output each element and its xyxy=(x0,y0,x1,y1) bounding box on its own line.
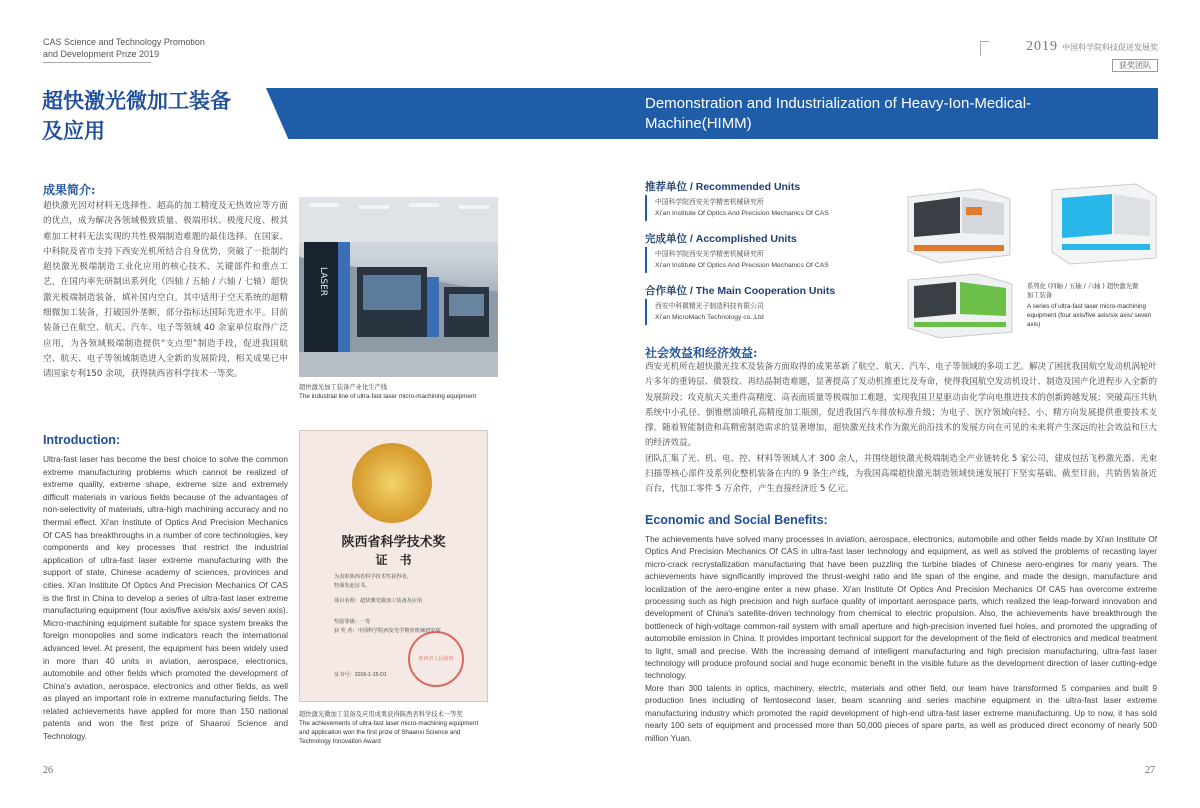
benefit-cn-text xyxy=(645,360,1157,498)
coop-cn: 西安中科微精光子制造科技有限公司 xyxy=(655,303,764,310)
benefit-heading-cn: 社会效益和经济效益: xyxy=(645,346,758,360)
line-caption-en: The industrial line of ultra-fast laser micro-machining equipment xyxy=(299,393,477,400)
accomplished-en: Xi’an Institute Of Optics And Precision Mechanics Of CAS xyxy=(655,262,829,269)
benefit-en-para2: More than 300 talents in optics, machinery, electric, materials and other field, our team have transformed 5 companies and built 9 production lines including of femtosecond laser, beam scanning and series machine equipment in the ultra-fast laser extreme manufacturing industry which promoted the rapid development of high-end ultra-fast laser extreme manufacturing. Up to now, it has sold nearly 100 sets of equipment and processed more than 50,000 pieces of spare parts, as well as produced direct economy of nearly 500 million Yuan. xyxy=(645,682,1157,743)
intro-en-text: Ultra-fast laser has become the best choice to solve the common extreme manufacturing problems which cannot be realized of extreme quality, extreme shape, extreme size and extremely difficult materials in various fields because of the advantages of non-selectivity of materials, ultra-high machining accuracy and no thermal effect. Xi'an Institute of Optics And Precision Mechanics Of CAS has breakthroughs in a number of core technologies, key components and key processes that restrict the industrial application of ultra-fast laser extreme manufacturing with the support of state, Chinese academy of sciences, provinces and cities. Xi'an Institute Of Optics And Precision Mechanics Of CAS is the first in China to develop a series of ultra-fast laser extreme manufacturing equipment (four axis/five axis/six axis/ seven axis). Micro-machining equipment suitable for space system breaks the foreign monopolies and some indicators reach the international advanced level. At present, the equipment has been widely used in more than 40 units in aviation, aerospace, electronics, automobile and other fields which promoted the development of China's aviation, aerospace, electronics and other fields, as well as played an important role in extreme manufacturing fields. The related achievements have applied for more than 150 national patents and won the first prize of Shaanxi Science and Technology. xyxy=(43,454,288,742)
cert-number: 证书号：2016-1-15-D1 xyxy=(334,672,387,678)
cooperation-units xyxy=(645,283,895,323)
official-seal: 陕西省人民政府 xyxy=(408,631,464,687)
header-divider xyxy=(43,62,151,63)
header-bracket xyxy=(980,41,989,56)
benefit-cn-para2: 团队汇集了光、机、电、控、材料等领域人才 300 余人，并围绕超快激光极端制造全产业链转化 5 家公司，建成包括飞秒激光器、光束扫描等核心部件及系列化整机装备在内的 9 条生产线，为我国高端超快激光制造领域快速发展打下坚实基础。截至目前，共销售装备近百台，代加工零件 5 万余件，产生直接经济近 5 亿元。 xyxy=(645,453,1157,495)
cert-winner: 获 奖 者：中国科学院西安光学精密机械研究所 xyxy=(334,628,441,634)
accomplished-units xyxy=(645,231,895,271)
emblem-icon xyxy=(352,443,432,523)
production-line-photo xyxy=(299,197,498,377)
coop-bar xyxy=(645,299,647,325)
recommended-bar xyxy=(645,195,647,221)
cert-caption xyxy=(299,710,509,746)
summary-heading: 成果简介: xyxy=(43,183,96,197)
cert-title: 陕西省科学技术奖 xyxy=(341,535,446,550)
benefit-en-text xyxy=(645,533,1157,744)
cert-text2: 特颁发此证书。 xyxy=(334,583,371,589)
title-cn-line2: 及应用 xyxy=(42,118,105,143)
intro-heading: Introduction: xyxy=(43,433,121,447)
page-title-cn xyxy=(42,86,231,146)
cert-caption-en3: Technology Innovation Award xyxy=(299,738,381,745)
title-cn-line1: 超快激光微加工装备 xyxy=(42,88,231,113)
header-year: 2019 xyxy=(1026,39,1058,54)
line-caption-cn: 超快激光加工装备产业化生产线 xyxy=(299,384,388,391)
series-caption-cn1: 系列化 (四轴 / 五轴 / 六轴 ) 超快激光微 xyxy=(1027,283,1139,290)
machine-image-2 xyxy=(1040,180,1162,268)
line-caption xyxy=(299,383,504,401)
cert-caption-en1: The achievements of ultra-fast laser micro-machining equipment xyxy=(299,720,479,727)
page-title-en: Demonstration and Industrialization of Heavy-Ion-Medical-Machine(HIMM) xyxy=(645,95,1032,132)
recommended-units xyxy=(645,179,895,219)
series-caption-en: A series of ultra-fast laser micro-machining equipment (four axis/five axis/six axis/ seven axis) xyxy=(1027,303,1152,328)
cert-project: 项目名称：超快激光微加工装备及应用 xyxy=(334,598,423,604)
machine-image-3 xyxy=(900,270,1020,340)
header-line2: and Development Prize 2019 xyxy=(43,49,160,59)
recommended-en: Xi’an Institute Of Optics And Precision Mechanics Of CAS xyxy=(655,210,829,217)
header-team-badge: 获奖团队 xyxy=(1112,59,1158,72)
page-number-right: 27 xyxy=(1145,765,1155,776)
running-header-right xyxy=(988,37,1158,73)
cert-body xyxy=(334,573,474,636)
benefit-heading-en: Economic and Social Benefits: xyxy=(645,513,828,527)
summary-cn-text: 超快激光因对材料无选择性、超高的加工精度及无热效应等方面的优点，成为解决各领域极致质量、极端形状、极度尺度、极其难加工材料无法实现的共性极端制造难题的最佳选择。在国家、中科院及省市支持下西安光机所结合自身优势，突破了一批制约超快激光极端制造工业化应用的核心技术、关键部件和重点工艺，在国内率先研制出系列化（四轴 / 五轴 / 六轴 / 七轴）超快激光极端制造装备，填补国内空白。其中适用于空天系统的超精细微加工装备，打破国外垄断，部分指标达国际先进水平。目前装备已在航空、航天、汽车、电子等领域 40 余家单位取得广泛应用，为各领域极端制造提供“支点型”制造手段，促进我国航空、航天、电子等领域制造进入全新的发展阶段，相关成果已申请国家专利150 余项，获得陕西省科学技术一等奖。 xyxy=(43,201,288,380)
benefit-en-para1: The achievements have solved many processes in aviation, aerospace, electronics, automobile and other fields made by Xi'an Institute Of Optics And Precision Mechanics Of CAS in ultra-fast laser technology and equipment, as well as solved the problems of recasting layer micro-crack recrystallization manufacturing that have been puzzling the turbine blades of Chinese aero-engines for many years. The achievements have significantly improved the thrust-weight ratio and life span of the engine, and made the design, manufacture and localization of the aero-engine enter a new phase. Xi'an Institute Of Optics And Precision Mechanics Of CAS has overcome extreme processing such as high precision and high surface quality of important aerospace parts, which realized the leap-forward innovation and development of China's satellite-driven technology from chemical to electric propulsion. Also, the achievements have breakthrough the bottleneck of high-voltage common-rail system with small aperture and high-precision inverted fuel holes, and promoted the upgrading of automobile emission in China. It provides important technical support for the development of the field of electronics and medical treatment to light, small and precise. With the increasing demand of intelligent manufacturing and high precision manufacturing, ultra-fast laser technology will produce profound social and huge economic benefit in the visible future as the development direction of laser cutting-edge technology. xyxy=(645,534,1157,681)
page-number-left: 26 xyxy=(43,765,53,776)
series-caption xyxy=(1027,282,1162,329)
certificate-photo xyxy=(299,430,488,702)
machine-image-1 xyxy=(900,185,1018,267)
cert-grade: 奖励等级：一等 xyxy=(334,619,371,625)
series-caption-cn2: 加工装备 xyxy=(1027,292,1053,299)
cert-caption-cn: 超快激光微加工装备及应用成果获得陕西省科学技术一等奖 xyxy=(299,711,463,718)
recommended-cn: 中国科学院西安光学精密机械研究所 xyxy=(655,199,764,206)
header-prize-title: 中国科学院科技促进发展奖 xyxy=(1062,43,1158,52)
coop-en: Xi’an MicroMach Technology co.,Ltd xyxy=(655,314,764,321)
accomplished-title: 完成单位 / Accomplished Units xyxy=(645,233,797,245)
header-line1: CAS Science and Technology Promotion xyxy=(43,37,205,47)
running-header-left xyxy=(43,36,205,63)
coop-title: 合作单位 / The Main Cooperation Units xyxy=(645,285,836,297)
accomplished-cn: 中国科学院西安光学精密机械研究所 xyxy=(655,251,764,258)
recommended-title: 推荐单位 / Recommended Units xyxy=(645,181,801,193)
cert-subtitle: 证 书 xyxy=(375,553,412,567)
production-line-illustration xyxy=(299,197,498,377)
laser-label: LASER xyxy=(318,267,328,297)
cert-caption-en2: and application won the first prize of Shaanxi Science and xyxy=(299,729,461,736)
cert-text1: 为表彰陕西省科学技术奖获得者， xyxy=(334,574,412,580)
benefit-cn-para1: 西安光机所在超快激光技术及装备方面取得的成果革新了航空、航天、汽车、电子等领域的多项工艺。解决了困扰我国航空发动机涡轮叶片多年的重铸层、微裂纹、再结晶制造难题，显著提高了发动机推重比及寿命，使得我国航空发动机设计、制造及国产化进程步入全新的发展阶段；攻克航天关重件高精度、高表面质量等极端加工难题，实现我国卫星驱动由化学向电推进技术的创新跨越发展；突破高压共轨系统中小孔径、倒锥燃油喷孔高精度加工瓶颈，促进我国汽车排放标准升级；为电子、医疗领域向轻、小、精方向发展提供重要技术支撑。随着智能制造和高精密制造需求的显著增加，超快激光技术作为激光前沿技术的发展方向在可见的未来将产生深远的社会效益和巨大的经济效益。 xyxy=(645,362,1157,449)
accomplished-bar xyxy=(645,247,647,273)
